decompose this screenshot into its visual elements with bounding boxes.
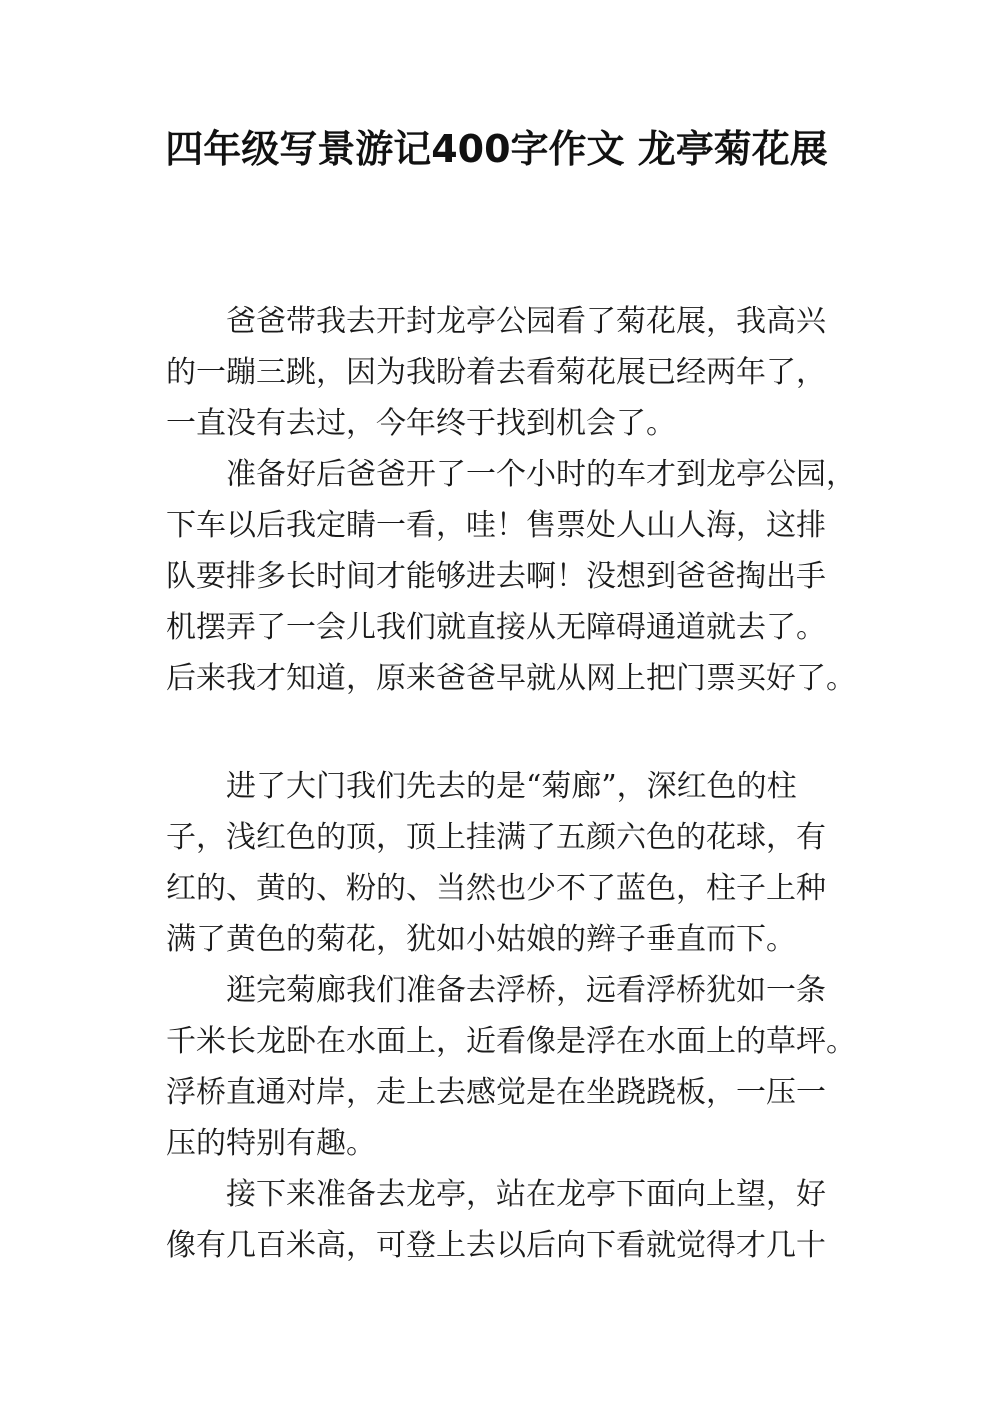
text-line: 满了黄色的菊花，犹如小姑娘的辫子垂直而下。: [166, 922, 796, 957]
document-title: 四年级写景游记400字作文 龙亭菊花展: [165, 127, 828, 171]
text-line: 一直没有去过，今年终于找到机会了。: [166, 406, 676, 441]
text-line: 进了大门我们先去的是“菊廊”，深红色的柱: [226, 769, 797, 804]
text-line: 下车以后我定睛一看，哇！售票处人山人海，这排: [166, 508, 826, 543]
text-line: 后来我才知道，原来爸爸早就从网上把门票买好了。: [166, 661, 856, 696]
text-line: 压的特别有趣。: [166, 1126, 376, 1161]
text-line: 接下来准备去龙亭，站在龙亭下面向上望，好: [226, 1177, 826, 1212]
text-line: 千米长龙卧在水面上，近看像是浮在水面上的草坪。: [166, 1024, 856, 1059]
text-line: 子，浅红色的顶，顶上挂满了五颜六色的花球，有: [166, 820, 826, 855]
text-line: 的一蹦三跳，因为我盼着去看菊花展已经两年了，: [166, 355, 826, 390]
text-line: 红的、黄的、粉的、当然也少不了蓝色，柱子上种: [166, 871, 826, 906]
text-line: 浮桥直通对岸，走上去感觉是在坐跷跷板，一压一: [166, 1075, 826, 1110]
text-line: 准备好后爸爸开了一个小时的车才到龙亭公园，: [226, 457, 856, 492]
text-line: 队要排多长时间才能够进去啊！没想到爸爸掏出手: [166, 559, 826, 594]
text-line: 爸爸带我去开封龙亭公园看了菊花展，我高兴: [226, 304, 826, 339]
text-line: 逛完菊廊我们准备去浮桥，远看浮桥犹如一条: [226, 973, 826, 1008]
text-line: 像有几百米高，可登上去以后向下看就觉得才几十: [166, 1228, 826, 1263]
text-line: 机摆弄了一会儿我们就直接从无障碍通道就去了。: [166, 610, 826, 645]
